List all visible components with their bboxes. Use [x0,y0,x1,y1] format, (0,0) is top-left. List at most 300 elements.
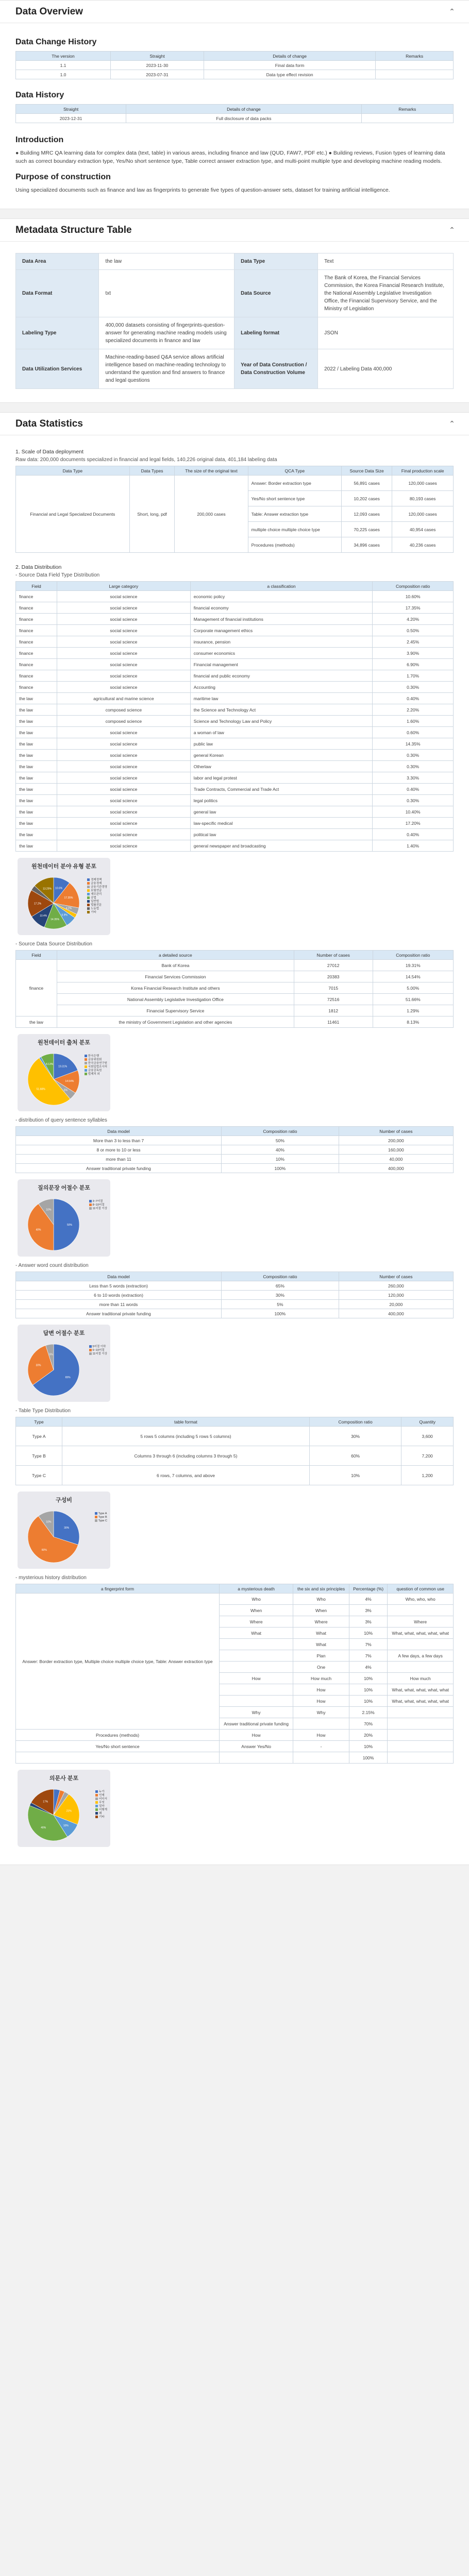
table-cell: 2.20% [373,704,454,716]
table-row [16,648,454,659]
table-row [16,61,454,70]
table-cell: Procedures (methods) [248,537,341,553]
table-cell: social science [57,738,191,750]
table-cell [388,1752,454,1764]
table-cell: Korea Financial Research Institute and others [57,982,294,994]
table-cell: the law [16,693,57,704]
source-table [15,950,454,1028]
pie-data-label: 17.35% [64,896,73,900]
legend-swatch [95,1808,98,1811]
legend-item [95,1812,107,1816]
legend-label: 금융기관경영 [91,886,107,889]
metadata-row [16,349,454,389]
table-cell: social science [57,795,191,806]
column-header: Field [16,951,57,960]
table-cell: social science [57,761,191,772]
legend-item [89,1200,108,1204]
table-cell: 4% [349,1594,387,1605]
table-row [16,829,454,840]
legend-label: 언제 [99,1794,105,1797]
table-cell: When [293,1605,349,1616]
table-cell: general law [190,806,373,818]
table-cell: Answer traditional private funding [219,1718,293,1730]
table-cell: 20% [349,1730,387,1741]
table-cell [16,1752,220,1764]
table-cell: Table: Answer extraction type [248,506,341,522]
legend-swatch [95,1816,98,1818]
legend-item [85,1065,107,1069]
pie-data-label: 30% [36,1364,41,1367]
legend-item [95,1790,107,1794]
pie-data-label: 4.2% [65,907,72,910]
table-row [16,738,454,750]
table-cell: 30% [309,1427,401,1446]
table-cell: 3.90% [373,648,454,659]
intro-title: Introduction [15,135,64,144]
table-cell [219,1639,293,1650]
table-cell: 40,954 cases [392,522,454,537]
table-cell: labor and legal protest [190,772,373,784]
table-cell: 120,000 cases [392,476,454,491]
legend-label: 법률전문 [91,904,102,907]
metadata-value: txt [99,270,234,317]
table-cell: 10% [349,1673,387,1684]
legend-label: 기타 [91,911,96,914]
table-cell: 200,000 cases [175,476,248,553]
table-cell: social science [57,840,191,852]
legend-label: 3~7어절 [92,1200,103,1203]
table-cell: 50% [222,1136,339,1145]
legend-label: 공법 [91,896,96,900]
legend-label: 일반법 [91,900,99,903]
legend-label: 기타 [99,1816,105,1819]
legend-label: 재무관리 [91,893,102,896]
table-cell: Yes/No short sentence type [248,491,341,506]
legend-swatch [87,889,90,892]
column-header: Details of change [126,105,361,114]
metadata-value: the law [99,253,234,270]
table-cell: 200,000 [339,1136,453,1145]
table-cell [388,1730,454,1741]
table-cell: the law [16,784,57,795]
legend-swatch [89,1349,92,1351]
table-row [16,1752,454,1764]
table-cell: 400,000 [339,1164,453,1173]
answer-table [15,1272,454,1318]
chart-legend [95,1512,107,1523]
legend-label: 보험연금 [91,889,102,892]
table-row [16,795,454,806]
table-cell: 80,193 cases [392,491,454,506]
metadata-row [16,317,454,349]
legend-label: 5어절 이하 [92,1345,106,1348]
legend-label: 국회입법조사처 [88,1065,107,1069]
table-row [16,614,454,625]
table-cell: insurance, pension [190,636,373,648]
pie-svg [18,1492,110,1569]
table-cell: social science [57,670,191,682]
pie-data-label: 14.54% [65,1080,74,1083]
legend-swatch [95,1516,97,1518]
table-cell: What, what, what, what, what [388,1696,454,1707]
table-row [16,1466,454,1485]
legend-swatch [87,893,90,895]
column-header: Composition ratio [222,1127,339,1136]
table-cell: 40% [222,1145,339,1155]
metadata-header[interactable] [0,219,469,242]
table-row [16,982,454,994]
legend-item [95,1516,107,1519]
table-cell: 65% [222,1281,339,1291]
legend-swatch [87,882,90,885]
table-cell: 40,000 [339,1155,453,1164]
mysterious-title: - mysterious history distribution [15,1575,87,1581]
legend-item [89,1204,108,1207]
table-cell: 160,000 [339,1145,453,1155]
column-header: Data model [16,1272,222,1281]
column-header: the six and six principles [293,1584,349,1594]
column-header: Field [16,582,57,591]
column-header: Type [16,1417,62,1427]
legend-label: 얼마 [99,1805,105,1808]
legend-swatch [85,1069,87,1072]
metadata-value: 400,000 datasets consisting of fingerprints-question-answer for generating machine reading models using specialized documents in finance and law [99,317,234,349]
column-header: Composition ratio [309,1417,401,1427]
table-cell: A few days, a few days [388,1650,454,1662]
table-cell: 100% [349,1752,387,1764]
legend-item [89,1207,108,1211]
table-cell: Science and Technology Law and Policy [190,716,373,727]
table-cell: Otherlaw [190,761,373,772]
table-cell: 4% [349,1662,387,1673]
table-cell: more than 11 [16,1155,222,1164]
table-cell: the law [16,1016,57,1028]
legend-label: Type C [98,1519,107,1522]
table-cell: social science [57,625,191,636]
statistics-section [0,412,469,1865]
chart-title: 질의문장 어절수 분포 [38,1185,90,1191]
legend-item [87,907,107,911]
chevron-up-icon[interactable]: ⌃ [449,7,455,15]
table-cell: 40,236 cases [392,537,454,553]
table-row [16,1136,454,1145]
table-cell: the law [16,795,57,806]
legend-label: 금융감독원 [88,1069,102,1072]
table-cell: composed science [57,704,191,716]
column-header: Percentage (%) [349,1584,387,1594]
table-cell [219,1662,293,1673]
legend-label: 누가 [99,1790,105,1793]
table-cell: the law [16,840,57,852]
legend-item [85,1055,107,1058]
section-title: Metadata Structure Table [15,224,132,235]
query-title: - distribution of query sentence syllables [15,1117,107,1123]
purpose-title: Purpose of construction [15,173,111,181]
table-cell: Who [293,1594,349,1605]
table-row [16,476,454,491]
table-row [16,704,454,716]
change-history-title: Data Change History [15,38,97,46]
column-header: Composition ratio [373,582,454,591]
table-cell: the law [16,716,57,727]
pie-data-label: 14.35% [51,918,60,921]
legend-label: 금융경제 [91,882,102,885]
table-cell: the law [16,818,57,829]
legend-swatch [89,1204,92,1206]
table-cell: 14.35% [373,738,454,750]
legend-swatch [95,1801,98,1804]
table-cell: 1.70% [373,670,454,682]
table-cell: 5.00% [373,982,453,994]
legend-item [85,1062,107,1065]
table-cell: 6 to 10 words (extraction) [16,1291,222,1300]
table-cell: 2023-07-31 [110,70,204,79]
table-cell: 3,600 [401,1427,454,1446]
legend-swatch [85,1062,87,1064]
table-row [16,625,454,636]
table-cell: social science [57,648,191,659]
table-cell: Why [293,1707,349,1718]
column-header: Number of cases [294,951,373,960]
data-overview-header[interactable] [0,1,469,23]
column-header: Composition ratio [373,951,453,960]
legend-swatch [95,1798,98,1800]
table-cell: 1.0 [16,70,111,79]
table-row [16,1281,454,1291]
table-cell: the law [16,727,57,738]
table-row [16,591,454,602]
table-cell: 20383 [294,971,373,982]
table-cell: 10.40% [373,806,454,818]
table-cell: finance [16,602,57,614]
table-cell [388,1605,454,1616]
table-cell: more than 11 words [16,1300,222,1309]
metadata-value: The Bank of Korea, the Financial Services Commission, the Korea Financial Research Institute, the National Assembly Legislative Investigation Office, the Financial Supervisory Service, and the Ministry of Legislation [318,270,454,317]
legend-label: 무엇 [99,1801,105,1804]
metadata-key: Labeling Type [16,317,99,349]
column-header: a fingerprint form [16,1584,220,1594]
table-cell: 51.66% [373,994,453,1005]
metadata-value: 2022 / Labeling Data 400,000 [318,349,454,389]
table-cell: 3% [349,1616,387,1628]
field-title: - Source Data Field Type Distribution [15,572,100,578]
pie-data-label: 10% [63,1824,69,1827]
pie-data-label: 5% [49,1353,53,1357]
table-cell: 2023-11-30 [110,61,204,70]
table-cell: 0.40% [373,829,454,840]
metadata-value: Text [318,253,454,270]
table-cell: One [293,1662,349,1673]
scale-table [15,466,454,553]
table-cell: a woman of law [190,727,373,738]
table-cell: 10% [222,1155,339,1164]
table-type-table [15,1417,454,1485]
table-row [16,716,454,727]
table-cell [219,1696,293,1707]
table-cell [361,114,453,123]
legend-item [87,878,107,882]
history-title: Data History [15,91,64,99]
table-cell: 7% [349,1650,387,1662]
table-row [16,70,454,79]
legend-item [87,911,107,914]
table-row [16,670,454,682]
chart-legend [89,1345,108,1356]
table-cell: Who, who, who [388,1594,454,1605]
table-cell: 1.29% [373,1005,453,1016]
pie-data-label: 65% [65,1376,71,1380]
table-cell: Financial Supervisory Service [57,1005,294,1016]
table-cell: the law [16,806,57,818]
table-type-title: - Table Type Distribution [15,1408,71,1414]
table-cell: the law [16,750,57,761]
table-row [16,840,454,852]
table-cell: political law [190,829,373,840]
legend-swatch [89,1207,92,1210]
legend-item [85,1058,107,1062]
table-cell: Trade Contracts, Commercial and Trade Act [190,784,373,795]
column-header: Number of cases [339,1127,453,1136]
legend-item [95,1519,107,1523]
table-cell: Type B [16,1446,62,1466]
chart-legend [87,878,107,914]
table-cell: How [293,1696,349,1707]
legend-label: 어떻게 [99,1808,107,1811]
table-cell: 12,093 cases [342,506,392,522]
pie-data-label: 10% [46,1208,52,1212]
column-header: Final production scale [392,466,454,476]
table-cell: How [219,1730,293,1741]
column-header: table format [62,1417,310,1427]
table-cell: social science [57,636,191,648]
table-cell: 17.20% [373,818,454,829]
table-cell: finance [16,614,57,625]
table-row [16,682,454,693]
pie-data-label: 40% [36,1228,41,1232]
table-cell: What [293,1628,349,1639]
legend-swatch [95,1519,97,1522]
table-cell: legal politics [190,795,373,806]
table-cell: finance [16,659,57,670]
table-row [16,727,454,738]
table-cell: 1.1 [16,61,111,70]
table-cell [388,1718,454,1730]
table-cell: 6 rows, 7 columns, and above [62,1466,310,1485]
table-cell: Answer Yes/No [219,1741,293,1752]
column-header: Straight [16,105,126,114]
table-cell: social science [57,727,191,738]
chart-title: 답변 어절수 분포 [43,1330,85,1336]
pie-data-label: 10% [46,1520,52,1524]
table-cell: social science [57,818,191,829]
legend-swatch [89,1200,92,1202]
table-cell: Where [388,1616,454,1628]
table-cell: What [293,1639,349,1650]
column-header: Data model [16,1127,222,1136]
section-title: Data Statistics [15,418,83,429]
column-header: Large category [57,582,191,591]
table-cell: More than 3 to less than 7 [16,1136,222,1145]
table-cell: social science [57,750,191,761]
table-cell: the ministry of Government Legislation and other agencies [57,1016,294,1028]
table-cell: financial economy [190,602,373,614]
table-cell: finance [16,648,57,659]
table-cell: the Science and Technology Act [190,704,373,716]
statistics-header[interactable] [0,413,469,435]
table-cell: 56,891 cases [342,476,392,491]
table-cell: 3.30% [373,772,454,784]
metadata-key: Data Type [234,253,318,270]
table-cell: maritime law [190,693,373,704]
table-cell: general Korean [190,750,373,761]
table-row [16,818,454,829]
column-header: Remarks [361,105,453,114]
chevron-up-icon[interactable]: ⌃ [449,226,455,234]
table-cell: 8 or more to 10 or less [16,1145,222,1155]
table-cell: 5 rows 5 columns (including 5 rows 5 columns) [62,1427,310,1446]
table-cell: Accounting [190,682,373,693]
table-row [16,960,454,971]
table-cell: economic policy [190,591,373,602]
table-row [16,772,454,784]
table-cell: social science [57,659,191,670]
legend-item [87,900,107,904]
table-cell: 7015 [294,982,373,994]
table-cell [376,61,454,70]
legend-swatch [85,1055,87,1057]
table-cell: 120,000 cases [392,506,454,522]
table-cell: Financial Services Commission [57,971,294,982]
chart-legend [85,1055,107,1076]
table-cell: law-specific medical [190,818,373,829]
legend-item [95,1794,107,1798]
table-cell: Where [293,1616,349,1628]
table-cell: - [293,1741,349,1752]
table-cell: 70% [349,1718,387,1730]
legend-swatch [87,886,90,888]
column-header: Details of change [204,52,375,61]
legend-item [89,1352,108,1356]
table-cell: social science [57,682,191,693]
pie-data-label: 21% [66,1809,72,1813]
table-row [16,1427,454,1446]
table-cell: finance [16,682,57,693]
legend-label: 한국은행 [88,1055,99,1058]
table-cell: the law [16,704,57,716]
legend-swatch [95,1805,98,1807]
legend-swatch [89,1352,92,1355]
table-cell: 7% [349,1639,387,1650]
source-title: - Source Data Source Distribution [15,941,92,947]
table-cell: Financial management [190,659,373,670]
chart-legend [89,1200,108,1211]
table-cell: What, what, what, what, what [388,1684,454,1696]
table-cell: How [293,1684,349,1696]
table-row [16,1291,454,1300]
table-row [16,1594,454,1605]
column-header: Composition ratio [222,1272,339,1281]
table-row [16,636,454,648]
table-cell: How much [388,1673,454,1684]
table-cell [388,1639,454,1650]
legend-item [95,1816,107,1819]
table-cell: Answer traditional private funding [16,1309,222,1318]
table-cell: social science [57,772,191,784]
legend-item [87,889,107,893]
answer-pie-chart [18,1325,110,1402]
chevron-up-icon[interactable]: ⌃ [449,419,455,428]
pie-data-label: 51.66% [36,1088,45,1091]
